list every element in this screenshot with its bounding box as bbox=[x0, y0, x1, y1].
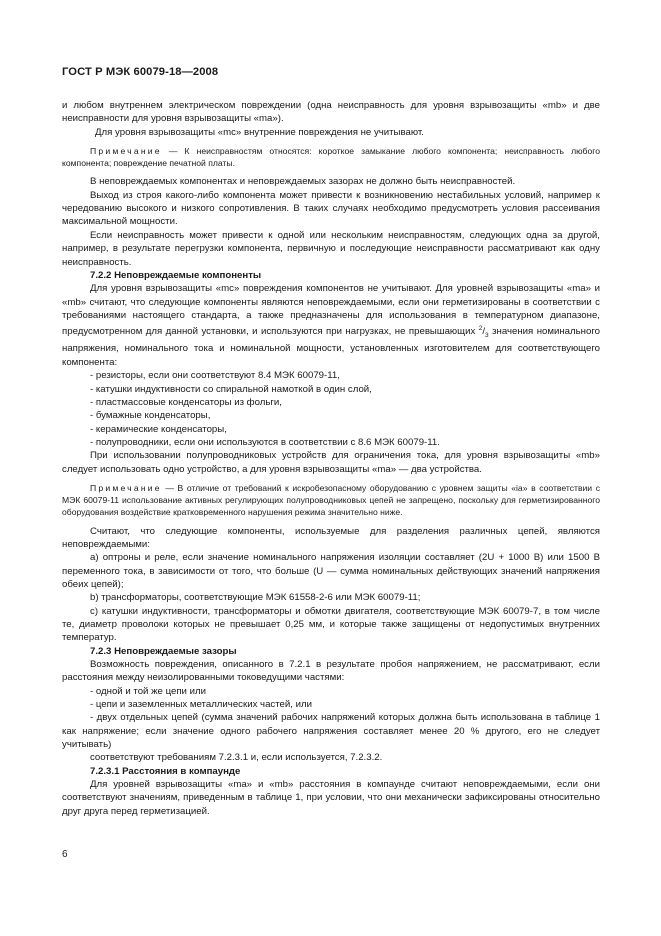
section-heading-7-2-3: 7.2.3 Неповреждаемые зазоры bbox=[90, 645, 237, 657]
note-text: — В отличие от требований к искробезопасному оборудованию с уровнем защиты «ia» в соответствии с МЭК 60079-11 использование активных регулирующих полупроводниковых цепей не запрещено, поскольку для герметизированного оборудования воздействие кратковременного нарушения режима значительно ниже. bbox=[62, 482, 600, 518]
section-heading-7-2-2: 7.2.2 Неповреждаемые компоненты bbox=[90, 269, 262, 281]
list-item: b) трансформаторы, соответствующие МЭК 61558-2-6 или МЭК 60079-11; bbox=[90, 592, 421, 604]
list-item: - резисторы, если они соответствуют 8.4 МЭК 60079-11, bbox=[90, 370, 340, 382]
paragraph: и любом внутреннем электрическом повреждении (одна неисправность для уровня взрывозащиты «mb» и две неисправности для уровня взрывозащиты «ma»). bbox=[62, 100, 600, 125]
fraction-numerator: 2 bbox=[478, 325, 483, 333]
note-label: Примечание bbox=[90, 482, 162, 493]
list-item: - двух отдельных цепей (сумма значений рабочих напряжений которых должна быть использована в таблице 1 как напряжение; если значение одного рабочего напряжения составляет менее 20 % другого, его не следует учитывать) bbox=[62, 712, 600, 751]
list-item: - катушки индуктивности со спиральной намоткой в один слой, bbox=[90, 383, 372, 395]
paragraph: Для уровня взрывозащиты «mc» повреждения компонентов не учитывают. Для уровней взрывозащиты «ma» и «mb» считают, что следующие компоненты являются неповреждаемыми, если они герметизированы в соответствии с требованиями настоящего стандарта, а также предназначены для использования в температурном диапазоне, предусмотренном для данной установки, и используются при нагрузках, не превышающих $^2/_3$ значения номинального напряжения, номинального тока и номинальной мощности, установленных изготовителем для соответствующего компонента: bbox=[62, 283, 600, 368]
paragraph: Выход из строя какого-либо компонента может привести к возникновению нестабильных условий, например к чередованию высокого и низкого сопротивления. В таких случаях необходимо предусмотреть условия рассеивания максимальной мощности. bbox=[62, 189, 600, 228]
list-item: - одной и той же цепи или bbox=[90, 685, 206, 697]
paragraph: Для уровня взрывозащиты «mc» внутренние повреждения не учитывают. bbox=[95, 126, 424, 138]
paragraph: Возможность повреждения, описанного в 7.2.1 в результате пробоя напряжением, не рассматривают, если расстояния между неизолированными токоведущими частями: bbox=[62, 658, 600, 684]
paragraph-part: значения номинального напряжения, номинального тока и номинальной мощности, установленных изготовителем для соответствующего компонента: bbox=[62, 326, 600, 368]
page-number: 6 bbox=[62, 849, 68, 860]
fraction-denominator: 3 bbox=[485, 332, 489, 340]
paragraph: Считают, что следующие компоненты, используемые для разделения различных цепей, являются неповреждаемыми: bbox=[62, 525, 600, 550]
paragraph: Для уровней взрывозащиты «ma» и «mb» расстояния в компаунде считают неповреждаемыми, если они соответствуют значениям, приведенным в таблице 1, при условии, что они механически зафиксированы относительно друг друга перед герметизацией. bbox=[62, 779, 600, 817]
list-item: - цепи и заземленных металлических частей, или bbox=[90, 699, 312, 710]
list-item: - керамические конденсаторы, bbox=[90, 423, 227, 435]
note-label: Примечание bbox=[90, 146, 162, 157]
paragraph: В неповреждаемых компонентах и неповреждаемых зазорах не должно быть неисправностей. bbox=[90, 176, 516, 188]
list-item: c) катушки индуктивности, трансформаторы и обмотки двигателя, соответствующие МЭК 60079-7, в том числе те, диаметр проволоки которых не превышает 0,25 мм, и которые также защищены от недопустимых внутренних температур. bbox=[62, 605, 600, 644]
document-header: ГОСТ Р МЭК 60079-18—2008 bbox=[62, 66, 219, 78]
paragraph: Если неисправность может привести к одной или нескольким неисправностям, следующих одна за другой, например, в результате перегрузки компонента, первичную и последующие неисправности рассматривают как одну неисправность. bbox=[62, 229, 600, 268]
paragraph: соответствуют требованиям 7.2.3.1 и, если используется, 7.2.3.2. bbox=[90, 752, 383, 764]
paragraph-part: Для уровня взрывозащиты «mc» повреждения компонентов не учитывают. Для уровней взрывозащиты «ma» и «mb» считают, что следующие компоненты являются неповреждаемыми, если они герметизированы в соответствии с требованиями настоящего стандарта, а также предназначены для использования в температурном диапазоне, предусмотренном для данной установки, и используются при нагрузках, не превышающих bbox=[62, 283, 600, 338]
note bbox=[62, 482, 600, 519]
list-item: - пластмассовые конденсаторы из фольги, bbox=[90, 396, 282, 408]
document-body bbox=[62, 99, 600, 818]
list-item: - полупроводники, если они используются в соответствии с 8.6 МЭК 60079-11. bbox=[90, 436, 440, 448]
list-item: а) оптроны и реле, если значение номинального напряжения изоляции составляет (2U + 1000 В) или 1500 В переменного тока, в зависимости от того, что больше (U — сумма номинальных действующих значений напряжения обеих цепей); bbox=[62, 552, 600, 590]
note bbox=[62, 145, 600, 169]
section-heading-7-2-3-1: 7.2.3.1 Расстояния в компаунде bbox=[90, 765, 241, 777]
paragraph: При использовании полупроводниковых устройств для ограничения тока, для уровня взрывозащиты «mb» следует использовать одно устройство, а для уровня взрывозащиты «ma» — два устройства. bbox=[62, 450, 600, 475]
note-text: — К неисправностям относятся: короткое замыкание любого компонента; неисправность любого компонента; повреждение печатной платы. bbox=[62, 146, 600, 169]
list-item: - бумажные конденсаторы, bbox=[90, 410, 211, 422]
